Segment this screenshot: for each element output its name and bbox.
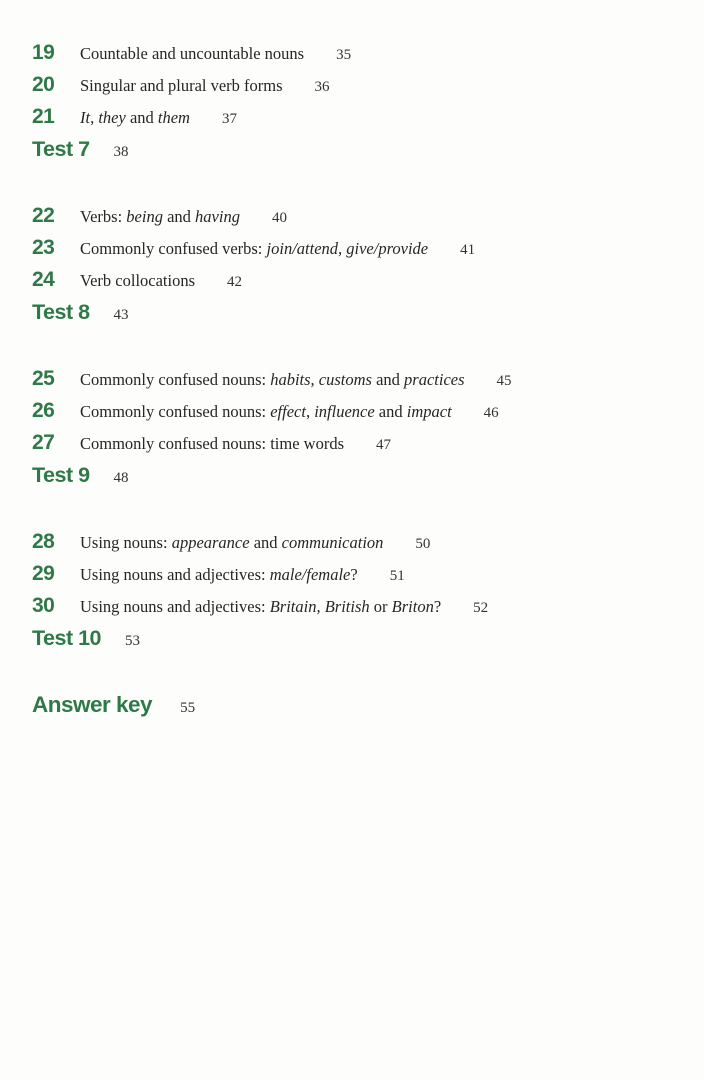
- title-italic-segment: effect: [270, 402, 306, 421]
- title-segment: Verbs:: [80, 207, 127, 226]
- toc-section: [32, 201, 684, 330]
- title-segment: ?: [433, 597, 442, 616]
- page-number: 47: [375, 437, 391, 453]
- title-segment: Singular and plural verb forms: [80, 76, 283, 95]
- unit-title: [80, 560, 358, 590]
- title-segment: Countable and uncountable nouns: [80, 44, 305, 63]
- page-number: 43: [113, 307, 129, 323]
- test-label: Test 9: [32, 463, 90, 487]
- unit-title: [80, 71, 283, 101]
- unit-title: [80, 528, 383, 558]
- title-segment: Commonly confused nouns: time words: [80, 434, 344, 453]
- toc-entry: [32, 396, 684, 428]
- title-italic-segment: being: [126, 207, 163, 226]
- page-number: 45: [496, 373, 512, 389]
- title-italic-segment: Briton: [391, 597, 434, 616]
- answer-key-label: Answer key: [32, 692, 153, 717]
- title-italic-segment: appearance: [171, 533, 250, 552]
- title-segment: and: [374, 402, 407, 421]
- page-number: 37: [221, 111, 237, 127]
- toc-entry: [32, 559, 684, 591]
- toc-entry: [32, 70, 684, 102]
- unit-number: 25: [32, 367, 55, 390]
- page-number: 36: [314, 79, 330, 95]
- unit-title: [80, 234, 428, 264]
- toc-entry: [32, 201, 684, 233]
- toc-entry: [32, 364, 684, 396]
- title-segment: Commonly confused nouns:: [80, 370, 271, 389]
- title-segment: Commonly confused verbs:: [80, 239, 267, 258]
- unit-title: [80, 592, 441, 622]
- toc-section: [32, 690, 684, 723]
- toc-entry: [32, 623, 684, 656]
- title-italic-segment: male/female: [269, 565, 351, 584]
- title-italic-segment: having: [195, 207, 240, 226]
- page-number: 51: [389, 568, 405, 584]
- title-segment: and: [162, 207, 196, 226]
- title-italic-segment: habits: [270, 370, 311, 389]
- unit-number: 24: [32, 268, 55, 291]
- title-segment: Using nouns and adjectives:: [80, 565, 270, 584]
- unit-number: 29: [32, 562, 55, 585]
- toc-entry: [32, 527, 684, 559]
- test-label: Test 10: [32, 626, 101, 650]
- toc-entry: [32, 134, 684, 167]
- unit-number: 28: [32, 530, 55, 553]
- unit-title: [80, 397, 452, 427]
- title-segment: and: [125, 108, 158, 127]
- toc-entry: [32, 38, 684, 70]
- title-segment: Commonly confused nouns:: [80, 402, 271, 421]
- toc-entry: [32, 428, 684, 460]
- unit-number: 26: [32, 399, 55, 422]
- title-segment: Using nouns:: [80, 533, 172, 552]
- unit-title: [80, 266, 195, 296]
- test-label: Test 8: [32, 300, 90, 324]
- toc-entry: [32, 265, 684, 297]
- page-number: 41: [460, 242, 476, 258]
- toc-section: [32, 527, 684, 656]
- toc-entry: [32, 102, 684, 134]
- unit-title: [80, 39, 304, 69]
- page-number: 52: [473, 600, 489, 616]
- toc-entry: [32, 591, 684, 623]
- unit-title: [80, 202, 240, 232]
- page-number: 40: [271, 210, 287, 226]
- toc-entry: [32, 297, 684, 330]
- title-italic-segment: join/attend, give/provide: [266, 239, 429, 258]
- title-segment: ?: [350, 565, 358, 584]
- title-segment: ,: [305, 402, 315, 421]
- title-italic-segment: It, they: [80, 108, 126, 127]
- title-italic-segment: Britain, British: [269, 597, 370, 616]
- unit-number: 22: [32, 204, 55, 227]
- unit-number: 21: [32, 105, 55, 128]
- title-segment: and: [249, 533, 282, 552]
- toc-section: [32, 364, 684, 493]
- title-segment: ,: [310, 370, 319, 389]
- unit-title: [80, 429, 344, 459]
- page-number: 46: [483, 405, 499, 421]
- unit-number: 19: [32, 41, 55, 64]
- unit-number: 20: [32, 73, 55, 96]
- page-number: 42: [227, 274, 243, 290]
- title-italic-segment: impact: [406, 402, 452, 421]
- title-segment: Using nouns and adjectives:: [80, 597, 270, 616]
- toc-entry: [32, 233, 684, 265]
- test-label: Test 7: [32, 137, 90, 161]
- title-italic-segment: them: [157, 108, 190, 127]
- toc-entry: [32, 460, 684, 493]
- page-number: 35: [336, 47, 352, 63]
- unit-number: 30: [32, 594, 55, 617]
- title-italic-segment: communication: [281, 533, 384, 552]
- page-number: 53: [125, 633, 140, 649]
- unit-number: 23: [32, 236, 55, 259]
- toc-section: [32, 38, 684, 167]
- page-number: 48: [113, 470, 129, 486]
- page-number: 38: [113, 144, 129, 160]
- page-number: 55: [180, 700, 196, 716]
- page-number: 50: [415, 536, 431, 552]
- title-italic-segment: customs: [318, 370, 372, 389]
- unit-number: 27: [32, 431, 55, 454]
- title-segment: Verb collocations: [80, 271, 196, 290]
- toc-entry: [32, 690, 684, 723]
- unit-title: [80, 103, 190, 133]
- unit-title: [80, 365, 465, 395]
- title-italic-segment: practices: [404, 370, 465, 389]
- title-segment: and: [371, 370, 405, 389]
- title-segment: or: [369, 597, 392, 616]
- title-italic-segment: influence: [314, 402, 375, 421]
